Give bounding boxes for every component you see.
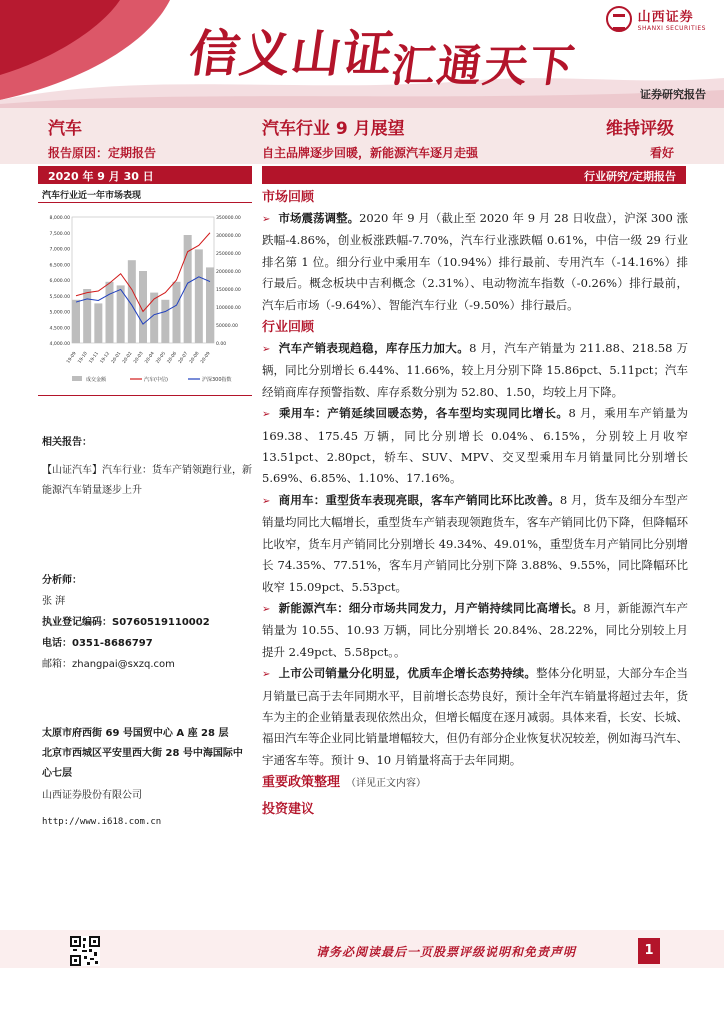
passenger-paragraph [262, 403, 688, 490]
volume-bar [72, 300, 80, 343]
analyst-info [42, 570, 252, 675]
address-beijing: 北京市西城区平安里西大街 28 号中海国际中心七层 [42, 748, 243, 779]
industry-name: 汽车 [48, 119, 82, 139]
bullet-icon: ➢ [262, 409, 271, 421]
rating-label: 维持评级 [606, 119, 674, 139]
left-tick-label: 8,000.00 [49, 216, 70, 221]
report-reason: 报告原因：定期报告 [48, 146, 157, 160]
left-tick-label: 4,000.00 [49, 342, 70, 347]
x-tick-label: 19-12 [99, 351, 112, 365]
company-name: 山西证券股份有限公司 [42, 790, 142, 801]
left-tick-label: 5,500.00 [49, 294, 70, 300]
right-tick-label: 100000.00 [216, 306, 241, 311]
x-tick-label: 20-01 [110, 351, 123, 365]
section-industry-review: 行业回顾 [262, 320, 315, 336]
report-date: 2020 年 9 月 30 日 [48, 170, 154, 183]
nev-paragraph [262, 598, 688, 663]
right-tick-label: 350000.00 [216, 216, 241, 221]
market-bold: 市场震荡调整。 [278, 211, 360, 225]
volume-bar [150, 293, 158, 343]
section-policy [262, 773, 688, 794]
slogan-part-b: 汇通天下 [387, 41, 579, 92]
right-tick-label: 0.00 [216, 342, 227, 347]
commercial-text: 8 月，货车及细分车型产销量均同比大幅增长，重型货车产销表现领跑货车，客车产销同比仍下降，但降幅环比收窄，货车月产销同比分别增长 49.34%、49.01%，重型货车月产销同比分别增长 74.35%、77.51%，客车月产销同比分别下降 3.88%、9.55%，同比降幅环比收窄 15.09pct、5.53pct。 [262, 492, 688, 594]
market-chart-svg [38, 203, 252, 397]
auto-bold: 汽车产销表现趋稳，库存压力加大。 [278, 341, 470, 356]
right-tick-label: 150000.00 [216, 288, 241, 293]
section-market-review: 市场回顾 [262, 190, 315, 205]
phone-number: 电话：0351-8686797 [42, 638, 153, 649]
address-block [42, 724, 252, 832]
policy-title: 重要政策整理 [262, 775, 341, 791]
left-tick-label: 6,000.00 [49, 279, 70, 284]
volume-bar [83, 289, 91, 343]
title-band [0, 108, 724, 164]
x-tick-label: 20-08 [189, 351, 201, 365]
x-tick-label: 20-02 [122, 351, 134, 365]
left-tick-label: 7,000.00 [49, 247, 70, 253]
email-address[interactable]: 邮箱：zhangpai@sxzq.com [42, 659, 175, 670]
volume-bar [173, 282, 181, 343]
x-tick-label: 20-06 [166, 351, 179, 365]
bullet-icon: ➢ [262, 495, 271, 507]
left-tick-label: 7,500.00 [49, 231, 70, 237]
slogan-part-a: 信义山证 [185, 25, 398, 83]
listed-text: 整体分化明显，大部分车企当月销量已高于去年同期水平，目前增长态势良好，预计全年汽车销量将超过去年，货车为主的企业销量表现依然出众，但增长幅度在逐月减弱。具体来看，长安、长城、福田汽车等企业同比销量增幅较大，但仍有部分企业恢复状况较差，例如海马汽车、宇通客车等。预计 9、10 月销量将高于去年同期。 [262, 666, 688, 767]
volume-bar [94, 303, 102, 343]
x-tick-label: 19-09 [66, 351, 78, 365]
category-bar [262, 166, 686, 184]
date-bar [38, 166, 252, 184]
related-label: 相关报告： [42, 437, 92, 448]
market-chart [38, 202, 252, 396]
legend-label: 沪深300指数 [202, 377, 232, 383]
listed-paragraph [262, 663, 688, 771]
left-tick-label: 6,500.00 [49, 263, 70, 269]
company-website[interactable]: http://www.i618.com.cn [42, 817, 162, 827]
bullet-icon: ➢ [262, 214, 271, 225]
x-tick-label: 20-09 [200, 351, 212, 365]
company-logo [606, 6, 706, 32]
listed-bold: 上市公司销量分化明显，优质车企增长态势持续。 [278, 666, 537, 681]
right-column [262, 188, 688, 820]
related-report-link[interactable]: 【山证汽车】汽车行业：货车产销领跑行业，新能源汽车销量逐步上升 [42, 465, 252, 496]
qr-code-icon [70, 936, 100, 966]
x-tick-label: 20-04 [144, 351, 156, 365]
chart-title: 汽车行业近一年市场表现 [42, 191, 142, 201]
report-type: 证券研究报告 [640, 88, 706, 101]
rating-view: 看好 [649, 146, 674, 160]
report-title: 汽车行业 9 月展望 [262, 119, 405, 139]
passenger-text: 8 月，乘用车产销量为 169.38、175.45 万辆，同比分别增长 0.04%、6.15%，分别较上月收窄 13.51pct、2.80pct，轿车、SUV、MPV、交叉型乘用车月销量同比分别增长 5.69%、6.85%、1.10%、17.16%。 [262, 406, 688, 486]
header-banner [0, 0, 724, 108]
license-number: 执业登记编码：S0760519110002 [42, 617, 210, 628]
volume-bar [161, 300, 169, 343]
auto-paragraph [262, 338, 688, 403]
left-column [38, 188, 252, 827]
related-reports [42, 432, 252, 501]
policy-note: （详见正文内容） [346, 778, 427, 790]
volume-bar [106, 282, 114, 343]
passenger-bold: 乘用车：产销延续回暖态势，各车型均实现同比增长。 [278, 406, 569, 421]
report-category: 行业研究/定期报告 [583, 170, 676, 183]
volume-bar [195, 249, 203, 343]
bullet-icon: ➢ [262, 669, 271, 681]
x-tick-label: 20-03 [133, 351, 145, 365]
section-investment: 投资建议 [262, 802, 315, 818]
nev-bold: 新能源汽车：细分市场共同发力，月产销持续同比高增长。 [278, 600, 584, 615]
bullet-icon: ➢ [262, 344, 271, 356]
commercial-paragraph [262, 490, 688, 598]
bullet-icon: ➢ [262, 603, 271, 615]
logo-icon [606, 6, 632, 32]
x-tick-label: 19-11 [88, 351, 100, 365]
volume-bar [206, 267, 214, 343]
legend-label: 成交金额 [86, 377, 107, 383]
right-tick-label: 250000.00 [216, 252, 241, 257]
x-tick-label: 19-10 [77, 351, 89, 365]
analyst-name: 张 湃 [42, 596, 66, 607]
left-tick-label: 5,000.00 [49, 310, 70, 316]
logo-name: 山西证券 [637, 10, 694, 25]
report-subtitle: 自主品牌逐步回暖，新能源汽车逐月走强 [262, 146, 479, 160]
address-taiyuan: 太原市府西街 69 号国贸中心 A 座 28 层 [42, 728, 229, 739]
market-text: 2020 年 9 月（截止至 2020 年 9 月 28 日收盘），沪深 300 涨跌幅-4.86%，创业板涨跌幅-7.70%，汽车行业涨跌幅 0.61%，中信一级 29 行业排名第 1 位。细分行业中乘用车（10.94%）排行最前、专用汽车（-14.16%）排行最后。概念板块中吉利概念（2.31%）、电动物流车指数（-0.26%）排行最前，汽车后市场（-9.64%）、智能汽车行业（-9.50%）排行最后。 [262, 211, 688, 312]
commercial-bold: 商用车：重型货车表现亮眼，客车产销同比环比改善。 [278, 492, 560, 507]
logo-english: SHANXI SECURITIES [637, 25, 706, 32]
disclaimer-text: 请务必阅读最后一页股票评级说明和免责声明 [316, 945, 577, 959]
nev-text: 8 月，新能源汽车产销量为 10.55、10.93 万辆，同比分别增长 20.84%、28.22%，同比分别较上月提升 2.49pct、5.58pct。。 [262, 600, 688, 659]
market-paragraph [262, 208, 688, 316]
page-number: 1 [638, 938, 660, 964]
legend-label: 汽车(中信) [144, 377, 168, 383]
left-tick-label: 4,500.00 [49, 326, 70, 332]
analyst-label: 分析师： [42, 575, 82, 586]
auto-text: 8 月，汽车产销量为 211.88、218.58 万辆，同比分别增长 6.44%、11.66%，较上月分别下降 15.86pct、5.11pct；汽车经销商库存预警指数、库存系数分别为 52.80、1.50，均较上月下降。 [262, 341, 689, 399]
right-tick-label: 300000.00 [216, 234, 241, 239]
right-tick-label: 200000.00 [216, 270, 241, 275]
x-tick-label: 20-05 [155, 351, 167, 365]
right-tick-label: 50000.00 [216, 324, 238, 329]
x-tick-label: 20-07 [177, 351, 190, 365]
legend-swatch [72, 376, 82, 381]
